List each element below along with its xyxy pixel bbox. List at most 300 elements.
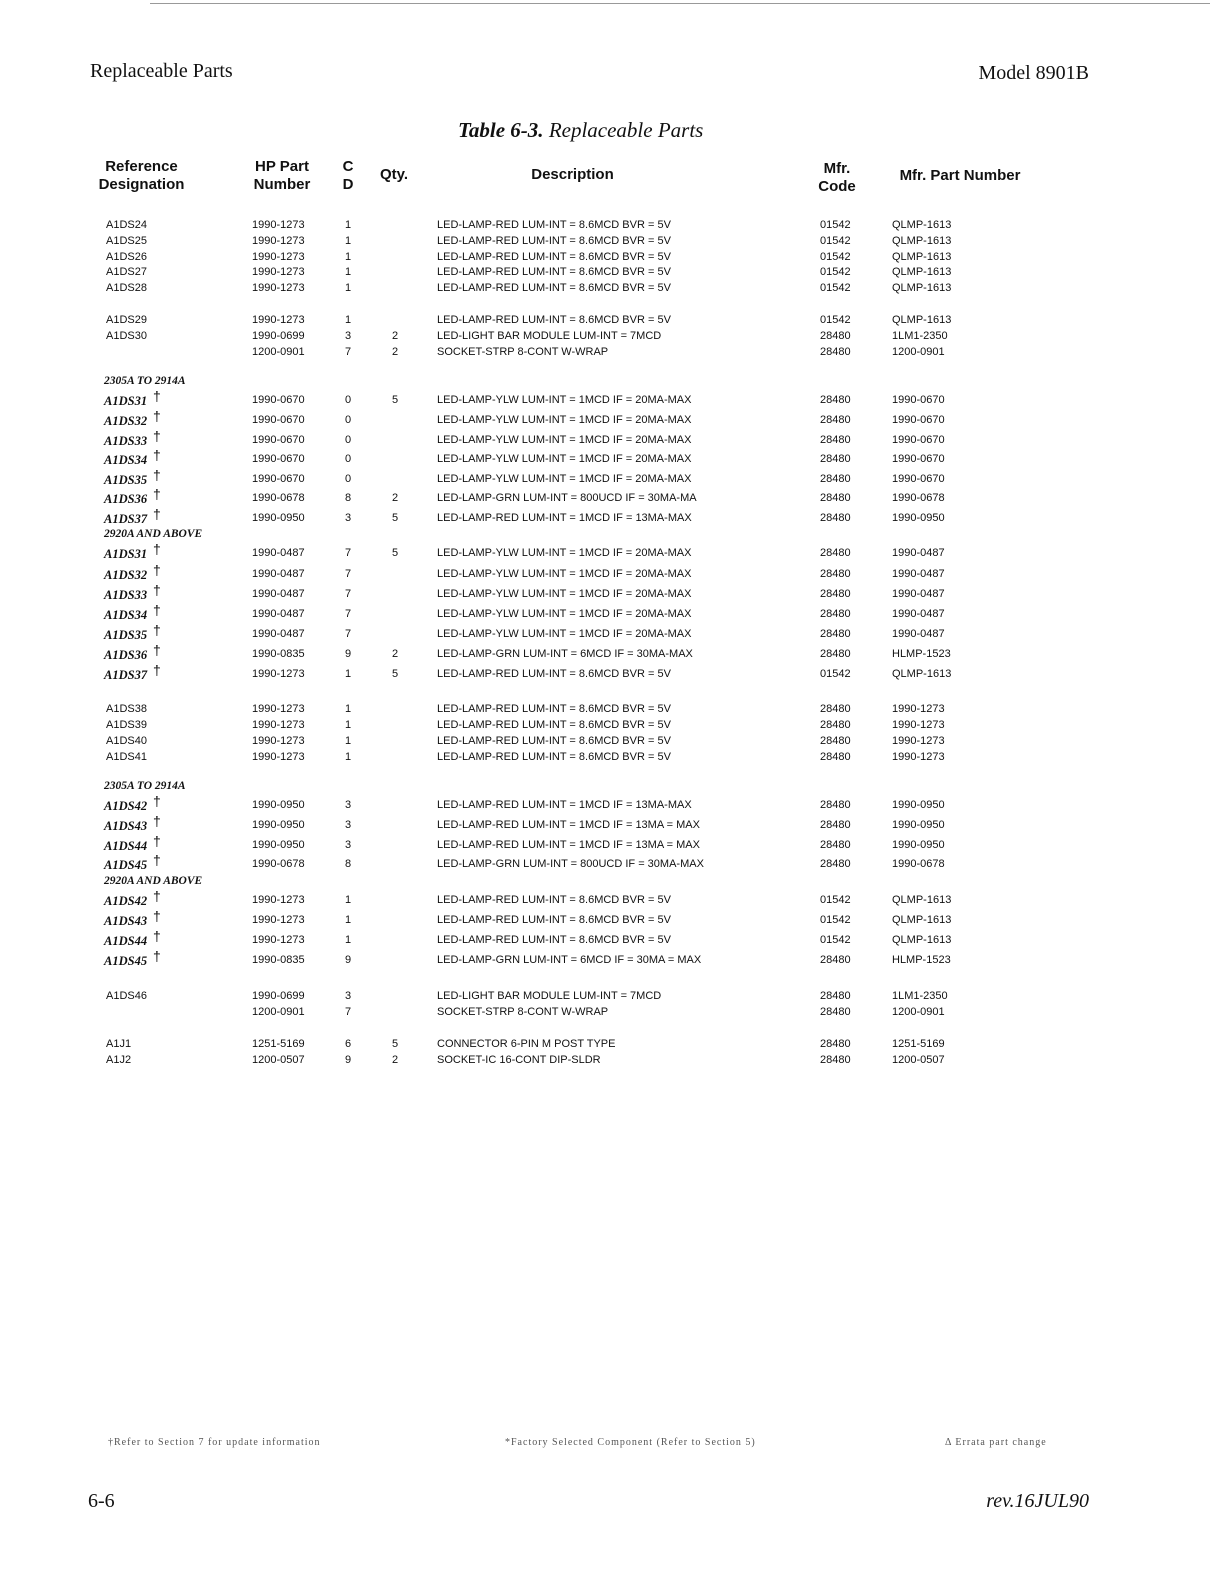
cell-code: 28480 xyxy=(820,839,851,851)
cell-cd: 7 xyxy=(345,568,352,580)
cell-code: 01542 xyxy=(820,914,851,926)
footnote-errata: Δ Errata part change xyxy=(945,1437,1047,1448)
cell-hp: 1200-0901 xyxy=(252,1006,305,1018)
cell-code: 01542 xyxy=(820,894,851,906)
cell-code: 28480 xyxy=(820,628,851,640)
cell-qty: 2 xyxy=(392,330,399,342)
cell-hp: 1990-1273 xyxy=(252,668,305,680)
cell-ref: A1DS34 xyxy=(104,608,148,622)
cell-cd: 6 xyxy=(345,1038,352,1050)
cell-desc: LED-LAMP-GRN LUM-INT = 800UCD IF = 30MA-MA xyxy=(437,492,697,504)
cell-code: 01542 xyxy=(820,282,851,294)
cell-desc: CONNECTOR 6-PIN M POST TYPE xyxy=(437,1038,616,1050)
cell-cd: 0 xyxy=(345,414,352,426)
cell-hp: 1990-0487 xyxy=(252,628,305,640)
cell-cd: 8 xyxy=(345,858,352,870)
table-row xyxy=(0,486,1229,508)
cell-ref: A1DS45 xyxy=(104,954,148,968)
col-header-hp: HP Part Number xyxy=(253,158,311,193)
cell-hp: 1990-0670 xyxy=(252,434,305,446)
cell-hp: 1990-0699 xyxy=(252,330,305,342)
cell-code: 28480 xyxy=(820,799,851,811)
cell-desc: LED-LAMP-YLW LUM-INT = 1MCD IF = 20MA-MAX xyxy=(437,414,692,426)
cell-hp: 1200-0901 xyxy=(252,346,305,358)
cell-code: 28480 xyxy=(820,1006,851,1018)
cell-cd: 9 xyxy=(345,648,352,660)
cell-ref: A1DS34 xyxy=(104,453,148,467)
cell-qty: 5 xyxy=(392,547,399,559)
cell-hp: 1990-0835 xyxy=(252,954,305,966)
table-row xyxy=(0,793,1229,815)
table-row xyxy=(0,467,1229,489)
cell-desc: LED-LAMP-YLW LUM-INT = 1MCD IF = 20MA-MAX xyxy=(437,473,692,485)
cell-code: 28480 xyxy=(820,990,851,1002)
cell-ref: A1DS45 xyxy=(104,858,148,872)
cell-code: 28480 xyxy=(820,648,851,660)
table-row xyxy=(0,833,1229,855)
cell-qty: 2 xyxy=(392,1054,399,1066)
cell-ref: A1DS43 xyxy=(104,914,148,928)
table-row xyxy=(0,622,1229,644)
cell-hp: 1990-0670 xyxy=(252,414,305,426)
table-row xyxy=(0,1004,1229,1022)
cell-mfrpn: 1990-1273 xyxy=(892,703,945,715)
col-header-ref: Reference Designation xyxy=(98,158,185,193)
cell-mfrpn: QLMP-1613 xyxy=(892,266,952,278)
cell-qty: 5 xyxy=(392,512,399,524)
cell-ref: A1DS27 xyxy=(106,266,147,278)
table-row xyxy=(0,408,1229,430)
cell-hp: 1990-0835 xyxy=(252,648,305,660)
cell-mfrpn: QLMP-1613 xyxy=(892,251,952,263)
cell-desc: LED-LAMP-RED LUM-INT = 8.6MCD BVR = 5V xyxy=(437,735,671,747)
cell-desc: LED-LAMP-YLW LUM-INT = 1MCD IF = 20MA-MAX xyxy=(437,547,692,559)
cell-hp: 1990-0487 xyxy=(252,568,305,580)
cell-mfrpn: 1990-0670 xyxy=(892,434,945,446)
cell-hp: 1990-1273 xyxy=(252,934,305,946)
cell-cd: 0 xyxy=(345,434,352,446)
cell-hp: 1990-0670 xyxy=(252,394,305,406)
cell-desc: LED-LAMP-RED LUM-INT = 8.6MCD BVR = 5V xyxy=(437,314,671,326)
cell-desc: SOCKET-IC 16-CONT DIP-SLDR xyxy=(437,1054,601,1066)
dagger-icon: † xyxy=(153,948,161,964)
table-row xyxy=(0,582,1229,604)
cell-cd: 1 xyxy=(345,894,352,906)
cell-ref: A1DS39 xyxy=(106,719,147,731)
page-header-section: Replaceable Parts xyxy=(90,60,233,82)
cell-cd: 7 xyxy=(345,346,352,358)
revision-date: rev.16JUL90 xyxy=(986,1490,1089,1512)
cell-desc: LED-LAMP-RED LUM-INT = 8.6MCD BVR = 5V xyxy=(437,934,671,946)
cell-desc: LED-LAMP-YLW LUM-INT = 1MCD IF = 20MA-MAX xyxy=(437,568,692,580)
cell-code: 01542 xyxy=(820,314,851,326)
cell-hp: 1990-0487 xyxy=(252,547,305,559)
col-header-mfrpn: Mfr. Part Number xyxy=(899,167,1021,184)
cell-code: 28480 xyxy=(820,434,851,446)
cell-mfrpn: 1990-0950 xyxy=(892,512,945,524)
cell-desc: LED-LAMP-RED LUM-INT = 1MCD IF = 13MA = MAX xyxy=(437,819,700,831)
cell-mfrpn: 1990-1273 xyxy=(892,719,945,731)
cell-mfrpn: 1200-0901 xyxy=(892,346,945,358)
cell-ref: A1DS44 xyxy=(104,934,148,948)
table-row xyxy=(0,447,1229,469)
cell-hp: 1990-1273 xyxy=(252,735,305,747)
cell-code: 28480 xyxy=(820,735,851,747)
cell-hp: 1990-1273 xyxy=(252,751,305,763)
cell-hp: 1990-0950 xyxy=(252,819,305,831)
section-label: 2305A TO 2914A xyxy=(104,780,186,792)
cell-mfrpn: 1990-0678 xyxy=(892,858,945,870)
cell-qty: 5 xyxy=(392,1038,399,1050)
table-row xyxy=(0,541,1229,563)
cell-cd: 0 xyxy=(345,453,352,465)
cell-code: 28480 xyxy=(820,568,851,580)
cell-desc: LED-LAMP-RED LUM-INT = 8.6MCD BVR = 5V xyxy=(437,282,671,294)
cell-mfrpn: 1200-0507 xyxy=(892,1054,945,1066)
cell-hp: 1990-1273 xyxy=(252,219,305,231)
table-row xyxy=(0,280,1229,298)
col-header-desc: Description xyxy=(531,166,614,183)
cell-mfrpn: 1990-0678 xyxy=(892,492,945,504)
cell-desc: LED-LAMP-YLW LUM-INT = 1MCD IF = 20MA-MAX xyxy=(437,434,692,446)
cell-cd: 0 xyxy=(345,394,352,406)
cell-hp: 1990-1273 xyxy=(252,251,305,263)
cell-desc: LED-LAMP-YLW LUM-INT = 1MCD IF = 20MA-MAX xyxy=(437,628,692,640)
cell-hp: 1990-1273 xyxy=(252,314,305,326)
cell-desc: SOCKET-STRP 8-CONT W-WRAP xyxy=(437,1006,609,1018)
dagger-icon: † xyxy=(153,928,161,944)
cell-qty: 2 xyxy=(392,346,399,358)
cell-mfrpn: 1990-0670 xyxy=(892,453,945,465)
cell-desc: LED-LIGHT BAR MODULE LUM-INT = 7MCD xyxy=(437,330,662,342)
cell-mfrpn: QLMP-1613 xyxy=(892,235,952,247)
cell-mfrpn: QLMP-1613 xyxy=(892,282,952,294)
dagger-icon: † xyxy=(153,506,161,522)
cell-cd: 1 xyxy=(345,219,352,231)
cell-desc: LED-LAMP-RED LUM-INT = 1MCD IF = 13MA = MAX xyxy=(437,839,700,851)
cell-code: 01542 xyxy=(820,668,851,680)
cell-code: 28480 xyxy=(820,858,851,870)
cell-code: 28480 xyxy=(820,414,851,426)
cell-mfrpn: 1990-0670 xyxy=(892,414,945,426)
cell-desc: LED-LAMP-YLW LUM-INT = 1MCD IF = 20MA-MAX xyxy=(437,394,692,406)
cell-desc: LED-LAMP-RED LUM-INT = 8.6MCD BVR = 5V xyxy=(437,914,671,926)
cell-code: 01542 xyxy=(820,266,851,278)
dagger-icon: † xyxy=(153,642,161,658)
cell-mfrpn: 1990-1273 xyxy=(892,735,945,747)
cell-mfrpn: 1990-0487 xyxy=(892,628,945,640)
cell-code: 28480 xyxy=(820,719,851,731)
cell-qty: 2 xyxy=(392,492,399,504)
dagger-icon: † xyxy=(153,486,161,502)
cell-code: 01542 xyxy=(820,235,851,247)
table-row xyxy=(0,813,1229,835)
dagger-icon: † xyxy=(153,562,161,578)
cell-hp: 1990-1273 xyxy=(252,719,305,731)
section-label: 2305A TO 2914A xyxy=(104,375,186,387)
table-row xyxy=(0,506,1229,528)
top-rule xyxy=(150,3,1210,4)
cell-mfrpn: 1990-0487 xyxy=(892,547,945,559)
cell-desc: LED-LAMP-RED LUM-INT = 8.6MCD BVR = 5V xyxy=(437,703,671,715)
col-header-code: Mfr. Code xyxy=(818,160,856,195)
cell-ref: A1DS36 xyxy=(104,648,148,662)
cell-code: 01542 xyxy=(820,219,851,231)
cell-ref: A1J1 xyxy=(106,1038,132,1050)
dagger-icon: † xyxy=(153,408,161,424)
cell-ref: A1DS35 xyxy=(104,628,148,642)
cell-hp: 1251-5169 xyxy=(252,1038,305,1050)
cell-desc: LED-LAMP-RED LUM-INT = 8.6MCD BVR = 5V xyxy=(437,668,671,680)
cell-ref: A1DS35 xyxy=(104,473,148,487)
cell-hp: 1990-0670 xyxy=(252,473,305,485)
cell-ref: A1DS46 xyxy=(106,990,147,1002)
cell-cd: 1 xyxy=(345,914,352,926)
cell-hp: 1990-1273 xyxy=(252,235,305,247)
cell-desc: LED-LAMP-RED LUM-INT = 8.6MCD BVR = 5V xyxy=(437,266,671,278)
dagger-icon: † xyxy=(153,852,161,868)
cell-ref: A1DS33 xyxy=(104,588,148,602)
cell-hp: 1990-0950 xyxy=(252,799,305,811)
dagger-icon: † xyxy=(153,793,161,809)
cell-desc: LED-LAMP-RED LUM-INT = 8.6MCD BVR = 5V xyxy=(437,751,671,763)
cell-cd: 7 xyxy=(345,547,352,559)
cell-hp: 1990-1273 xyxy=(252,266,305,278)
cell-ref: A1DS25 xyxy=(106,235,147,247)
dagger-icon: † xyxy=(153,602,161,618)
cell-hp: 1990-1273 xyxy=(252,894,305,906)
cell-ref: A1DS33 xyxy=(104,434,148,448)
cell-cd: 1 xyxy=(345,934,352,946)
cell-desc: LED-LAMP-YLW LUM-INT = 1MCD IF = 20MA-MAX xyxy=(437,453,692,465)
dagger-icon: † xyxy=(153,888,161,904)
cell-mfrpn: 1LM1-2350 xyxy=(892,330,948,342)
cell-qty: 5 xyxy=(392,394,399,406)
dagger-icon: † xyxy=(153,388,161,404)
cell-code: 28480 xyxy=(820,492,851,504)
cell-mfrpn: 1990-0670 xyxy=(892,473,945,485)
cell-ref: A1DS42 xyxy=(104,894,148,908)
cell-cd: 8 xyxy=(345,492,352,504)
cell-cd: 7 xyxy=(345,628,352,640)
cell-code: 28480 xyxy=(820,608,851,620)
table-row xyxy=(0,948,1229,970)
cell-mfrpn: 1990-1273 xyxy=(892,751,945,763)
cell-cd: 7 xyxy=(345,588,352,600)
cell-mfrpn: HLMP-1523 xyxy=(892,954,951,966)
cell-cd: 3 xyxy=(345,799,352,811)
cell-mfrpn: 1LM1-2350 xyxy=(892,990,948,1002)
cell-hp: 1990-0950 xyxy=(252,839,305,851)
cell-cd: 7 xyxy=(345,608,352,620)
cell-hp: 1990-1273 xyxy=(252,914,305,926)
cell-desc: LED-LAMP-GRN LUM-INT = 800UCD IF = 30MA-MAX xyxy=(437,858,704,870)
table-row xyxy=(0,344,1229,362)
cell-hp: 1990-1273 xyxy=(252,703,305,715)
cell-desc: LED-LAMP-RED LUM-INT = 1MCD IF = 13MA-MAX xyxy=(437,799,692,811)
cell-hp: 1990-0699 xyxy=(252,990,305,1002)
cell-code: 28480 xyxy=(820,703,851,715)
table-name: Replaceable Parts xyxy=(543,118,704,142)
table-row xyxy=(0,908,1229,930)
cell-cd: 0 xyxy=(345,473,352,485)
cell-cd: 9 xyxy=(345,1054,352,1066)
cell-ref: A1DS29 xyxy=(106,314,147,326)
footnote-update: †Refer to Section 7 for update information xyxy=(108,1437,321,1448)
dagger-icon: † xyxy=(153,467,161,483)
cell-code: 28480 xyxy=(820,819,851,831)
cell-mfrpn: QLMP-1613 xyxy=(892,314,952,326)
cell-cd: 1 xyxy=(345,314,352,326)
cell-mfrpn: 1990-0487 xyxy=(892,608,945,620)
cell-mfrpn: 1990-0950 xyxy=(892,839,945,851)
cell-ref: A1DS37 xyxy=(104,512,148,526)
cell-ref: A1DS30 xyxy=(106,330,147,342)
cell-desc: LED-LAMP-RED LUM-INT = 8.6MCD BVR = 5V xyxy=(437,235,671,247)
cell-qty: 5 xyxy=(392,668,399,680)
cell-mfrpn: 1251-5169 xyxy=(892,1038,945,1050)
cell-cd: 3 xyxy=(345,990,352,1002)
cell-ref: A1DS44 xyxy=(104,839,148,853)
table-row xyxy=(0,562,1229,584)
page-number: 6-6 xyxy=(88,1490,115,1512)
cell-code: 28480 xyxy=(820,346,851,358)
cell-mfrpn: 1990-0487 xyxy=(892,588,945,600)
cell-code: 01542 xyxy=(820,251,851,263)
cell-cd: 9 xyxy=(345,954,352,966)
cell-ref: A1DS36 xyxy=(104,492,148,506)
table-row xyxy=(0,928,1229,950)
cell-ref: A1DS37 xyxy=(104,668,148,682)
cell-mfrpn: QLMP-1613 xyxy=(892,219,952,231)
cell-cd: 1 xyxy=(345,266,352,278)
table-row xyxy=(0,388,1229,410)
cell-ref: A1DS31 xyxy=(104,547,148,561)
dagger-icon: † xyxy=(153,908,161,924)
cell-desc: LED-LAMP-RED LUM-INT = 8.6MCD BVR = 5V xyxy=(437,219,671,231)
dagger-icon: † xyxy=(153,622,161,638)
cell-mfrpn: QLMP-1613 xyxy=(892,934,952,946)
cell-ref: A1DS43 xyxy=(104,819,148,833)
cell-cd: 1 xyxy=(345,251,352,263)
cell-ref: A1DS40 xyxy=(106,735,147,747)
table-row xyxy=(0,1052,1229,1070)
dagger-icon: † xyxy=(153,833,161,849)
cell-cd: 3 xyxy=(345,512,352,524)
cell-qty: 2 xyxy=(392,648,399,660)
cell-cd: 3 xyxy=(345,819,352,831)
cell-mfrpn: 1200-0901 xyxy=(892,1006,945,1018)
cell-cd: 1 xyxy=(345,282,352,294)
table-number: Table 6-3. xyxy=(458,118,544,142)
cell-desc: LED-LAMP-RED LUM-INT = 8.6MCD BVR = 5V xyxy=(437,251,671,263)
section-label: 2920A AND ABOVE xyxy=(104,528,203,540)
cell-hp: 1990-0678 xyxy=(252,492,305,504)
cell-mfrpn: 1990-0487 xyxy=(892,568,945,580)
cell-hp: 1990-0678 xyxy=(252,858,305,870)
cell-ref: A1DS24 xyxy=(106,219,147,231)
cell-desc: LED-LAMP-GRN LUM-INT = 6MCD IF = 30MA = MAX xyxy=(437,954,702,966)
cell-ref: A1DS32 xyxy=(104,568,148,582)
dagger-icon: † xyxy=(153,813,161,829)
cell-ref: A1DS31 xyxy=(104,394,148,408)
cell-desc: LED-LAMP-GRN LUM-INT = 6MCD IF = 30MA-MAX xyxy=(437,648,693,660)
cell-cd: 1 xyxy=(345,719,352,731)
cell-desc: LED-LAMP-RED LUM-INT = 8.6MCD BVR = 5V xyxy=(437,719,671,731)
cell-code: 28480 xyxy=(820,1038,851,1050)
dagger-icon: † xyxy=(153,541,161,557)
col-header-cd: C D xyxy=(342,158,354,193)
dagger-icon: † xyxy=(153,662,161,678)
table-row xyxy=(0,888,1229,910)
cell-ref: A1DS26 xyxy=(106,251,147,263)
cell-ref: A1DS32 xyxy=(104,414,148,428)
cell-ref: A1DS28 xyxy=(106,282,147,294)
cell-desc: LED-LAMP-RED LUM-INT = 1MCD IF = 13MA-MAX xyxy=(437,512,692,524)
cell-desc: LED-LAMP-YLW LUM-INT = 1MCD IF = 20MA-MAX xyxy=(437,588,692,600)
cell-mfrpn: HLMP-1523 xyxy=(892,648,951,660)
cell-hp: 1990-0487 xyxy=(252,608,305,620)
cell-cd: 1 xyxy=(345,751,352,763)
cell-code: 28480 xyxy=(820,1054,851,1066)
cell-ref: A1J2 xyxy=(106,1054,132,1066)
section-label: 2920A AND ABOVE xyxy=(104,875,203,887)
cell-mfrpn: 1990-0670 xyxy=(892,394,945,406)
cell-hp: 1990-0487 xyxy=(252,588,305,600)
cell-code: 28480 xyxy=(820,512,851,524)
cell-hp: 1990-0950 xyxy=(252,512,305,524)
table-title xyxy=(458,118,703,143)
cell-desc: LED-LAMP-RED LUM-INT = 8.6MCD BVR = 5V xyxy=(437,894,671,906)
cell-hp: 1990-0670 xyxy=(252,453,305,465)
cell-mfrpn: 1990-0950 xyxy=(892,799,945,811)
cell-desc: SOCKET-STRP 8-CONT W-WRAP xyxy=(437,346,609,358)
cell-code: 28480 xyxy=(820,330,851,342)
cell-ref: A1DS38 xyxy=(106,703,147,715)
table-row xyxy=(0,749,1229,767)
table-row xyxy=(0,662,1229,684)
col-header-qty: Qty. xyxy=(379,166,409,183)
cell-mfrpn: QLMP-1613 xyxy=(892,668,952,680)
cell-code: 28480 xyxy=(820,588,851,600)
cell-code: 28480 xyxy=(820,954,851,966)
cell-cd: 3 xyxy=(345,330,352,342)
footnote-factory-selected: *Factory Selected Component (Refer to Section 5) xyxy=(505,1437,756,1448)
cell-hp: 1200-0507 xyxy=(252,1054,305,1066)
dagger-icon: † xyxy=(153,582,161,598)
cell-ref: A1DS41 xyxy=(106,751,147,763)
cell-code: 28480 xyxy=(820,453,851,465)
table-row xyxy=(0,852,1229,874)
cell-code: 28480 xyxy=(820,473,851,485)
cell-cd: 3 xyxy=(345,839,352,851)
cell-code: 28480 xyxy=(820,751,851,763)
cell-cd: 1 xyxy=(345,668,352,680)
cell-mfrpn: QLMP-1613 xyxy=(892,914,952,926)
cell-cd: 1 xyxy=(345,703,352,715)
cell-hp: 1990-1273 xyxy=(252,282,305,294)
cell-code: 28480 xyxy=(820,547,851,559)
dagger-icon: † xyxy=(153,428,161,444)
table-row xyxy=(0,602,1229,624)
page-header-model: Model 8901B xyxy=(978,62,1089,84)
cell-mfrpn: 1990-0950 xyxy=(892,819,945,831)
cell-code: 28480 xyxy=(820,394,851,406)
cell-ref: A1DS42 xyxy=(104,799,148,813)
cell-mfrpn: QLMP-1613 xyxy=(892,894,952,906)
cell-cd: 1 xyxy=(345,235,352,247)
cell-cd: 7 xyxy=(345,1006,352,1018)
